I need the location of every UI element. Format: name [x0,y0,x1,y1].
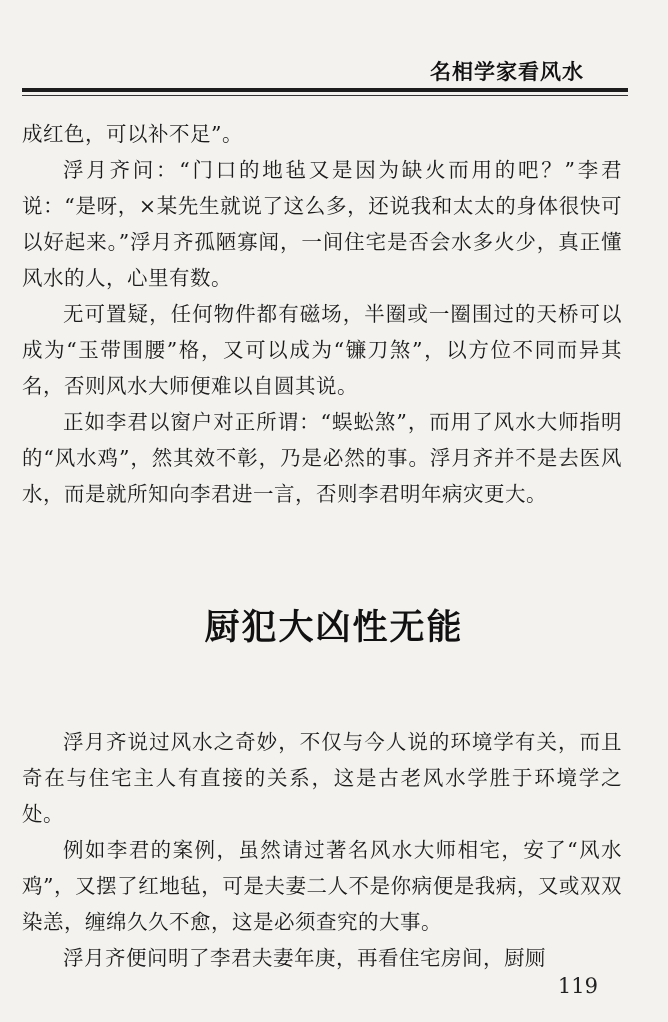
paragraph: 浮月齐说过风水之奇妙，不仅与今人说的环境学有关，而且奇在与住宅主人有直接的关系，这是古老风水学胜于环境学之处。 [22,730,622,826]
paragraph: 无可置疑，任何物件都有磁场，半圈或一圈围过的天桥可以成为“玉带围腰”格，又可以成为“镰刀煞”，以方位不同而异其名，否则风水大师便难以自圆其说。 [22,302,622,398]
section-continuation-text [22,116,622,512]
header-rule-thick [22,88,628,92]
running-header-title: 名相学家看风水 [430,60,584,84]
section-heading: 厨犯大凶性无能 [204,608,464,648]
page-number: 119 [557,974,598,998]
paragraph: 浮月齐问：“门口的地毡又是因为缺火而用的吧？”李君说：“是呀，×某先生就说了这么多，还说我和太太的身体很快可以好起来。”浮月齐孤陋寡闻，一间住宅是否会水多火少，真正懂风水的人，心里有数。 [22,158,622,290]
header-rule-thin [22,95,628,96]
section-body-text [22,724,622,976]
paragraph: 浮月齐便问明了李君夫妻年庚，再看住宅房间，厨厕 [63,946,546,970]
paragraph: 例如李君的案例，虽然请过著名风水大师相宅，安了“风水鸡”，又摆了红地毡，可是夫妻二人不是你病便是我病，又或双双染恙，缠绵久久不愈，这是必须查究的大事。 [22,838,622,934]
paragraph: 成红色，可以补不足”。 [22,122,243,146]
paragraph: 正如李君以窗户对正所谓：“蜈蚣煞”，而用了风水大师指明的“风水鸡”，然其效不彰，乃是必然的事。浮月齐并不是去医风水，而是就所知向李君进一言，否则李君明年病灾更大。 [22,410,622,506]
